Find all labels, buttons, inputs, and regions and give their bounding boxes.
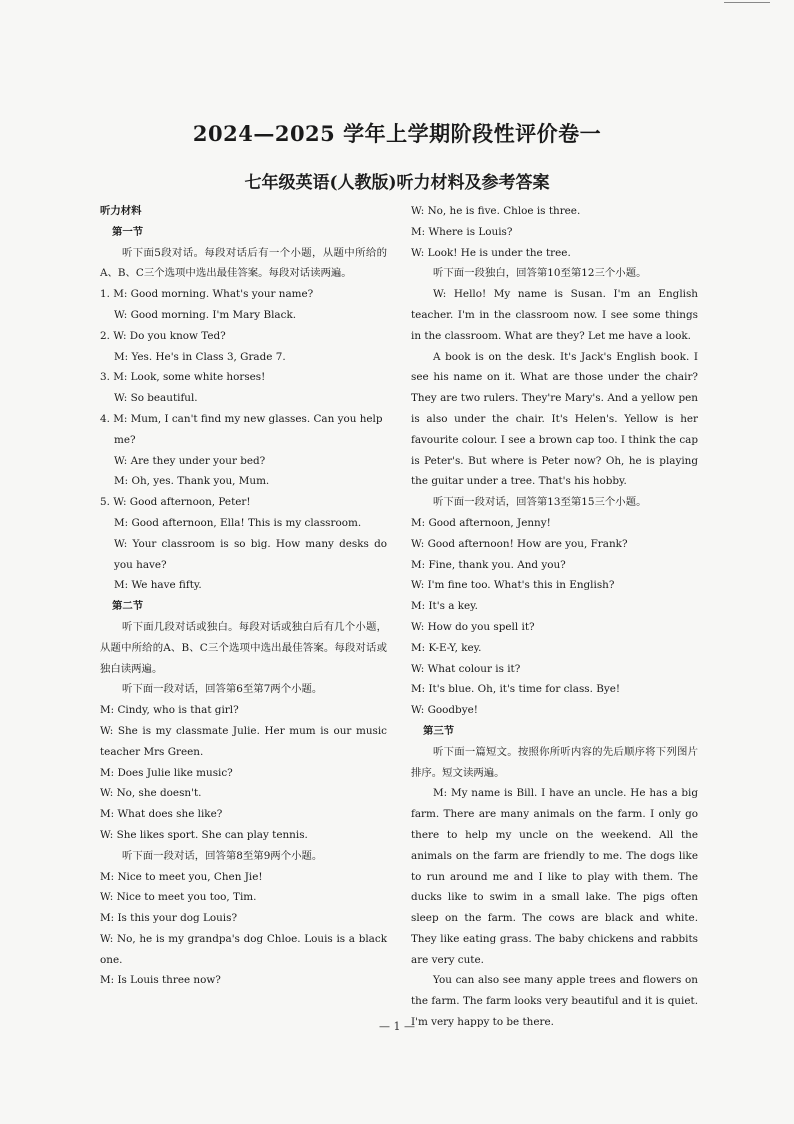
left-paragraph: 听下面一段对话，回答第8至第9两个小题。 (122, 849, 323, 862)
left-paragraph: 听下面一段对话，回答第6至第7两个小题。 (122, 683, 323, 696)
right-paragraph: M: It's blue. Oh, it's time for class. Bye! (411, 683, 621, 696)
left-paragraph: M: Good afternoon, Ella! This is my classroom. (114, 516, 362, 529)
right-paragraph: 听下面一篇短文。按照你所听内容的先后顺序将下列图片排序。短文读两遍。 (411, 745, 698, 779)
right-column (411, 201, 698, 1033)
right-paragraph: W: No, he is five. Chloe is three. (411, 205, 581, 217)
right-paragraph: 第三节 (423, 724, 455, 737)
right-paragraph: M: My name is Bill. I have an uncle. He has a big farm. There are many animals on the farm. I only go there to help my uncle on the weekend. All the animals on the farm are friendly to me. The dogs like to run around me and I like to play with them. The ducks like to swim in a small lake. The pigs often sleep on the farm. The cows are black and white. They like eating grass. The baby chickens and rabbits are very cute. (411, 787, 698, 966)
right-paragraph: M: K-E-Y, key. (411, 641, 482, 654)
left-paragraph: 3. M: Look, some white horses! (100, 371, 266, 384)
left-paragraph: W: She is my classmate Julie. Her mum is our music teacher Mrs Green. (100, 724, 387, 758)
right-paragraph: You can also see many apple trees and flowers on the farm. The farm looks very beautiful and it is quiet. I'm very happy to be there. (411, 974, 698, 1029)
left-paragraph: 1. M: Good morning. What's your name? (100, 288, 314, 301)
left-paragraph: W: No, she doesn't. (100, 787, 202, 800)
left-paragraph: M: Is Louis three now? (100, 974, 221, 987)
left-paragraph: W: Your classroom is so big. How many desks do you have? (114, 537, 387, 571)
left-paragraph: 第一节 (112, 225, 144, 238)
left-paragraph: W: She likes sport. She can play tennis. (100, 828, 308, 841)
left-paragraph: W: Good morning. I'm Mary Black. (114, 308, 297, 321)
right-paragraph: M: Good afternoon, Jenny! (411, 516, 551, 529)
left-paragraph: W: Nice to meet you too, Tim. (100, 891, 257, 904)
left-paragraph: M: Is this your dog Louis? (100, 912, 238, 925)
left-paragraph: 2. W: Do you know Ted? (100, 329, 226, 342)
left-paragraph: M: Oh, yes. Thank you, Mum. (114, 475, 270, 488)
right-paragraph: W: Goodbye! (411, 704, 478, 717)
right-paragraph: 听下面一段对话，回答第13至第15三个小题。 (433, 496, 647, 509)
right-paragraph: M: Where is Louis? (411, 225, 513, 238)
right-paragraph: W: Good afternoon! How are you, Frank? (411, 537, 628, 550)
left-paragraph: 听下面5段对话。每段对话后有一个小题，从题中所给的A、B、C三个选项中选出最佳答案。每段对话读两遍。 (100, 246, 387, 280)
left-paragraph: M: What does she like? (100, 808, 223, 821)
left-paragraph: W: No, he is my grandpa's dog Chloe. Louis is a black one. (100, 932, 387, 966)
page-number: — 1 — (379, 1020, 415, 1033)
right-paragraph: M: It's a key. (411, 600, 478, 613)
left-paragraph: W: So beautiful. (114, 392, 198, 405)
page-title: 2024—2025 学年上学期阶段性评价卷一 (192, 121, 602, 146)
left-column (100, 201, 387, 991)
left-paragraph: 听下面几段对话或独白。每段对话或独白后有几个小题，从题中所给的A、B、C三个选项中选出最佳答案。每段对话或独白读两遍。 (100, 620, 387, 675)
right-paragraph: A book is on the desk. It's Jack's English book. I see his name on it. What are those under the chair? They are two rulers. They're Mary's. And a yellow pen is also under the chair. It's Helen's. Yellow is her favourite colour. I see a brown cap too. I think the cap is Peter's. But where is Peter now? Oh, he is playing the guitar under a tree. That's his hobby. (411, 350, 698, 488)
left-paragraph: M: We have fifty. (114, 579, 202, 592)
right-paragraph: W: What colour is it? (411, 662, 521, 675)
right-paragraph: W: How do you spell it? (411, 620, 535, 633)
left-paragraph: M: Yes. He's in Class 3, Grade 7. (114, 350, 286, 363)
left-paragraph: 听力材料 (100, 205, 142, 217)
left-paragraph: M: Cindy, who is that girl? (100, 704, 239, 717)
left-paragraph: 4. M: Mum, I can't find my new glasses. Can you help me? (100, 412, 383, 446)
left-paragraph: M: Does Julie like music? (100, 766, 233, 779)
right-paragraph: W: Look! He is under the tree. (411, 246, 571, 259)
scan-mark (724, 2, 770, 6)
left-paragraph: 5. W: Good afternoon, Peter! (100, 496, 251, 509)
right-paragraph: W: Hello! My name is Susan. I'm an English teacher. I'm in the classroom now. I see some things in the classroom. What are they? Let me have a look. (411, 288, 698, 342)
left-paragraph: M: Nice to meet you, Chen Jie! (100, 870, 263, 883)
page-subtitle: 七年级英语(人教版)听力材料及参考答案 (244, 173, 550, 193)
right-paragraph: M: Fine, thank you. And you? (411, 558, 566, 571)
left-paragraph: 第二节 (112, 600, 144, 613)
left-paragraph: W: Are they under your bed? (114, 454, 266, 467)
right-paragraph: 听下面一段独白，回答第10至第12三个小题。 (433, 267, 647, 280)
right-paragraph: W: I'm fine too. What's this in English? (411, 579, 615, 592)
